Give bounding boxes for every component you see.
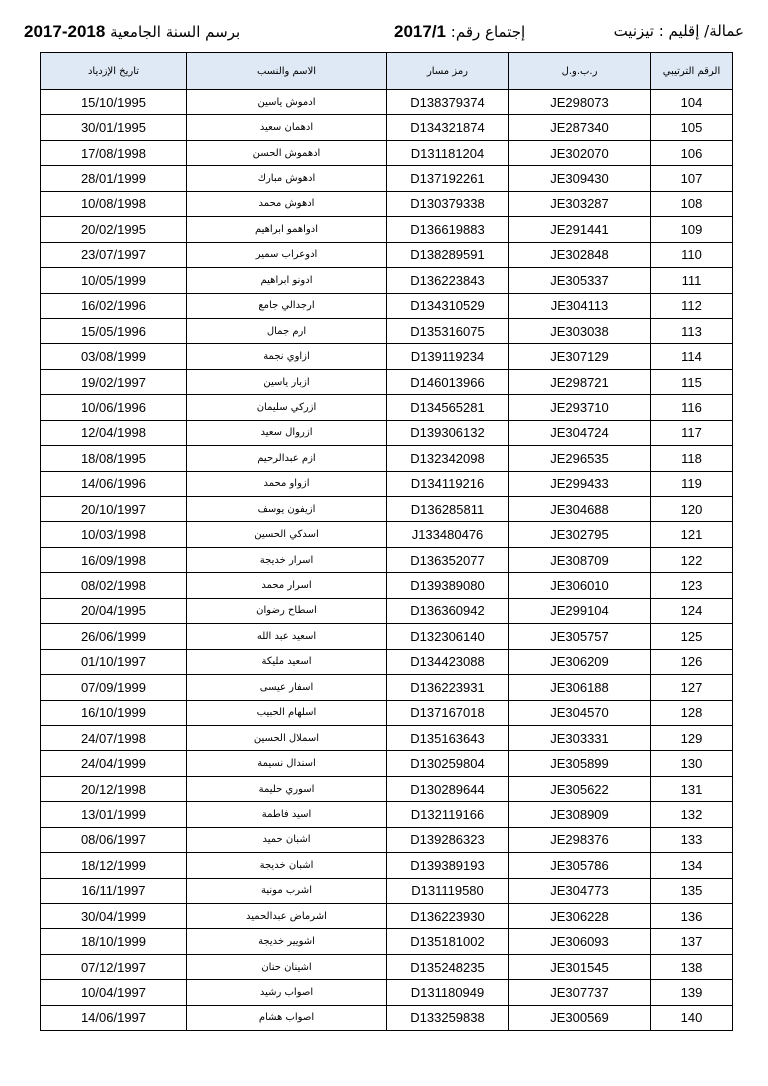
cell-cin: JE305899 [509, 751, 651, 776]
cell-name: ادموش ياسين [187, 90, 387, 115]
cell-cin: JE296535 [509, 446, 651, 471]
cell-name: اسندال نسيمة [187, 751, 387, 776]
cell-name: ازبار ياسين [187, 369, 387, 394]
cell-name: ازركي سليمان [187, 395, 387, 420]
cell-num: 121 [651, 522, 733, 547]
cell-num: 104 [651, 90, 733, 115]
table-row [41, 395, 733, 420]
table-row [41, 700, 733, 725]
cell-dob: 15/05/1996 [41, 318, 187, 343]
table-row [41, 115, 733, 140]
cell-name: اسدكي الحسين [187, 522, 387, 547]
cell-name: اشويير خديجة [187, 929, 387, 954]
table-row [41, 853, 733, 878]
cell-massar: D139389080 [387, 573, 509, 598]
cell-cin: JE287340 [509, 115, 651, 140]
cell-massar: D134321874 [387, 115, 509, 140]
cell-num: 105 [651, 115, 733, 140]
cell-num: 108 [651, 191, 733, 216]
academic-year [24, 22, 240, 42]
cell-num: 139 [651, 980, 733, 1005]
cell-cin: JE305622 [509, 776, 651, 801]
year-value: 2018-2017 [24, 22, 106, 41]
cell-cin: JE291441 [509, 217, 651, 242]
cell-num: 140 [651, 1005, 733, 1030]
cell-massar: D136619883 [387, 217, 509, 242]
cell-dob: 24/04/1999 [41, 751, 187, 776]
cell-dob: 16/11/1997 [41, 878, 187, 903]
table-row [41, 140, 733, 165]
cell-num: 135 [651, 878, 733, 903]
table-row [41, 191, 733, 216]
cell-cin: JE306188 [509, 675, 651, 700]
table-row [41, 725, 733, 750]
table-row [41, 446, 733, 471]
cell-dob: 16/10/1999 [41, 700, 187, 725]
cell-name: ادهمان سعيد [187, 115, 387, 140]
cell-cin: JE302795 [509, 522, 651, 547]
cell-num: 128 [651, 700, 733, 725]
cell-massar: D135181002 [387, 929, 509, 954]
cell-num: 125 [651, 624, 733, 649]
cell-num: 115 [651, 369, 733, 394]
table-row [41, 344, 733, 369]
cell-dob: 20/02/1995 [41, 217, 187, 242]
cell-name: ادهموش الحسن [187, 140, 387, 165]
cell-num: 123 [651, 573, 733, 598]
cell-dob: 10/04/1997 [41, 980, 187, 1005]
cell-massar: D139389193 [387, 853, 509, 878]
cell-dob: 07/09/1999 [41, 675, 187, 700]
cell-massar: D135163643 [387, 725, 509, 750]
cell-dob: 12/04/1998 [41, 420, 187, 445]
cell-name: ادهوش محمد [187, 191, 387, 216]
region-label: عمالة/ إقليم : تيزنيت [613, 22, 744, 40]
cell-cin: JE304724 [509, 420, 651, 445]
cell-num: 122 [651, 547, 733, 572]
col-name: الاسم والنسب [187, 53, 387, 90]
table-row [41, 318, 733, 343]
cell-cin: JE307129 [509, 344, 651, 369]
cell-num: 119 [651, 471, 733, 496]
table-row [41, 497, 733, 522]
cell-massar: D138379374 [387, 90, 509, 115]
cell-dob: 03/08/1999 [41, 344, 187, 369]
table-row [41, 293, 733, 318]
cell-massar: D138289591 [387, 242, 509, 267]
cell-name: اسوري حليمة [187, 776, 387, 801]
cell-massar: D131119580 [387, 878, 509, 903]
cell-name: اسملال الحسين [187, 725, 387, 750]
cell-cin: JE304688 [509, 497, 651, 522]
cell-num: 117 [651, 420, 733, 445]
cell-num: 107 [651, 166, 733, 191]
cell-name: اسرار محمد [187, 573, 387, 598]
table-row [41, 471, 733, 496]
cell-massar: D146013966 [387, 369, 509, 394]
cell-name: ازيفون يوسف [187, 497, 387, 522]
table-row [41, 827, 733, 852]
cell-dob: 10/08/1998 [41, 191, 187, 216]
cell-cin: JE308709 [509, 547, 651, 572]
table-body [41, 90, 733, 1031]
cell-name: ازواو محمد [187, 471, 387, 496]
cell-num: 133 [651, 827, 733, 852]
cell-dob: 23/07/1997 [41, 242, 187, 267]
cell-cin: JE303331 [509, 725, 651, 750]
cell-num: 116 [651, 395, 733, 420]
cell-dob: 10/03/1998 [41, 522, 187, 547]
cell-massar: D130289644 [387, 776, 509, 801]
table-header-row [41, 53, 733, 90]
cell-name: ازم عبدالرحيم [187, 446, 387, 471]
cell-name: اصواب رشيد [187, 980, 387, 1005]
cell-massar: D134119216 [387, 471, 509, 496]
cell-num: 124 [651, 598, 733, 623]
cell-cin: JE306209 [509, 649, 651, 674]
cell-num: 132 [651, 802, 733, 827]
table-row [41, 624, 733, 649]
cell-name: اشرب مونية [187, 878, 387, 903]
cell-name: اسفار عيسى [187, 675, 387, 700]
cell-dob: 16/09/1998 [41, 547, 187, 572]
cell-dob: 14/06/1997 [41, 1005, 187, 1030]
cell-cin: JE298721 [509, 369, 651, 394]
year-label: برسم السنة الجامعية [110, 23, 241, 41]
cell-cin: JE309430 [509, 166, 651, 191]
cell-massar: D132306140 [387, 624, 509, 649]
cell-cin: JE305786 [509, 853, 651, 878]
cell-name: اشرماض عبدالحميد [187, 904, 387, 929]
col-dob: تاريخ الإزدياد [41, 53, 187, 90]
cell-massar: D136223930 [387, 904, 509, 929]
cell-name: اسلهام الحبيب [187, 700, 387, 725]
cell-cin: JE303038 [509, 318, 651, 343]
cell-cin: JE305337 [509, 268, 651, 293]
cell-num: 106 [651, 140, 733, 165]
cell-name: اصواب هشام [187, 1005, 387, 1030]
cell-dob: 13/01/1999 [41, 802, 187, 827]
table-row [41, 904, 733, 929]
cell-num: 113 [651, 318, 733, 343]
cell-dob: 10/05/1999 [41, 268, 187, 293]
table-row [41, 954, 733, 979]
table-row [41, 980, 733, 1005]
table-row [41, 1005, 733, 1030]
cell-cin: JE304113 [509, 293, 651, 318]
cell-num: 126 [651, 649, 733, 674]
cell-num: 114 [651, 344, 733, 369]
cell-num: 120 [651, 497, 733, 522]
cell-name: ارم جمال [187, 318, 387, 343]
cell-name: ازاوي نجمة [187, 344, 387, 369]
cell-dob: 20/04/1995 [41, 598, 187, 623]
cell-massar: D136223843 [387, 268, 509, 293]
table-row [41, 547, 733, 572]
cell-massar: D135248235 [387, 954, 509, 979]
cell-dob: 18/10/1999 [41, 929, 187, 954]
students-table [40, 52, 733, 1031]
cell-dob: 17/08/1998 [41, 140, 187, 165]
cell-num: 127 [651, 675, 733, 700]
cell-massar: D132119166 [387, 802, 509, 827]
table-row [41, 929, 733, 954]
cell-massar: D132342098 [387, 446, 509, 471]
cell-num: 112 [651, 293, 733, 318]
meeting-number: 2017/1 [394, 22, 446, 41]
cell-cin: JE300569 [509, 1005, 651, 1030]
cell-num: 131 [651, 776, 733, 801]
cell-massar: D139306132 [387, 420, 509, 445]
cell-cin: JE307737 [509, 980, 651, 1005]
cell-num: 129 [651, 725, 733, 750]
cell-num: 111 [651, 268, 733, 293]
table-row [41, 522, 733, 547]
cell-massar: D139286323 [387, 827, 509, 852]
cell-massar: D134423088 [387, 649, 509, 674]
cell-massar: D134310529 [387, 293, 509, 318]
table-row [41, 268, 733, 293]
col-cin: ر.ب.و.ل [509, 53, 651, 90]
cell-cin: JE306228 [509, 904, 651, 929]
table-row [41, 90, 733, 115]
cell-num: 109 [651, 217, 733, 242]
cell-name: اشبان خديجة [187, 853, 387, 878]
cell-cin: JE299433 [509, 471, 651, 496]
cell-dob: 20/12/1998 [41, 776, 187, 801]
cell-name: ارجدالي جامع [187, 293, 387, 318]
cell-massar: D135316075 [387, 318, 509, 343]
table-row [41, 369, 733, 394]
cell-massar: D134565281 [387, 395, 509, 420]
cell-massar: D136352077 [387, 547, 509, 572]
cell-massar: D131180949 [387, 980, 509, 1005]
cell-massar: D136285811 [387, 497, 509, 522]
table-row [41, 675, 733, 700]
cell-massar: D136223931 [387, 675, 509, 700]
table-row [41, 420, 733, 445]
cell-name: اشبان حميد [187, 827, 387, 852]
cell-dob: 10/06/1996 [41, 395, 187, 420]
cell-dob: 26/06/1999 [41, 624, 187, 649]
page-header [24, 22, 744, 46]
table-row [41, 776, 733, 801]
cell-dob: 24/07/1998 [41, 725, 187, 750]
table-row [41, 573, 733, 598]
cell-massar: D130259804 [387, 751, 509, 776]
cell-cin: JE302070 [509, 140, 651, 165]
table-row [41, 878, 733, 903]
table-row [41, 242, 733, 267]
cell-dob: 08/06/1997 [41, 827, 187, 852]
cell-name: اسعيد مليكة [187, 649, 387, 674]
cell-num: 118 [651, 446, 733, 471]
cell-dob: 19/02/1997 [41, 369, 187, 394]
cell-massar: D139119234 [387, 344, 509, 369]
cell-cin: JE298073 [509, 90, 651, 115]
cell-name: ازروال سعيد [187, 420, 387, 445]
cell-dob: 18/08/1995 [41, 446, 187, 471]
cell-dob: 14/06/1996 [41, 471, 187, 496]
cell-dob: 07/12/1997 [41, 954, 187, 979]
cell-num: 110 [651, 242, 733, 267]
cell-name: ادوعراب سمير [187, 242, 387, 267]
cell-cin: JE304570 [509, 700, 651, 725]
cell-massar: D136360942 [387, 598, 509, 623]
cell-cin: JE306010 [509, 573, 651, 598]
cell-massar: D130379338 [387, 191, 509, 216]
cell-massar: J133480476 [387, 522, 509, 547]
cell-dob: 20/10/1997 [41, 497, 187, 522]
cell-name: ادونو ابراهيم [187, 268, 387, 293]
cell-dob: 01/10/1997 [41, 649, 187, 674]
table-row [41, 751, 733, 776]
meeting-label: إجتماع رقم: [450, 23, 526, 41]
cell-dob: 15/10/1995 [41, 90, 187, 115]
cell-massar: D133259838 [387, 1005, 509, 1030]
cell-name: ادواهمو ابراهيم [187, 217, 387, 242]
table-row [41, 649, 733, 674]
cell-name: اسطاح رضوان [187, 598, 387, 623]
cell-dob: 16/02/1996 [41, 293, 187, 318]
table-row [41, 166, 733, 191]
col-number: الرقم الترتيبي [651, 53, 733, 90]
cell-name: اسعيد عبد الله [187, 624, 387, 649]
cell-num: 134 [651, 853, 733, 878]
cell-name: اشينان حنان [187, 954, 387, 979]
cell-num: 136 [651, 904, 733, 929]
cell-dob: 18/12/1999 [41, 853, 187, 878]
cell-dob: 28/01/1999 [41, 166, 187, 191]
cell-num: 137 [651, 929, 733, 954]
table-row [41, 802, 733, 827]
cell-name: ادهوش مبارك [187, 166, 387, 191]
cell-dob: 30/04/1999 [41, 904, 187, 929]
table-row [41, 217, 733, 242]
cell-cin: JE299104 [509, 598, 651, 623]
cell-cin: JE306093 [509, 929, 651, 954]
cell-cin: JE301545 [509, 954, 651, 979]
table-row [41, 598, 733, 623]
cell-num: 130 [651, 751, 733, 776]
cell-cin: JE305757 [509, 624, 651, 649]
cell-num: 138 [651, 954, 733, 979]
cell-massar: D131181204 [387, 140, 509, 165]
cell-cin: JE298376 [509, 827, 651, 852]
cell-massar: D137192261 [387, 166, 509, 191]
col-massar: رمز مسار [387, 53, 509, 90]
cell-name: اسرار خديجة [187, 547, 387, 572]
cell-cin: JE304773 [509, 878, 651, 903]
meeting-info [394, 22, 525, 42]
cell-cin: JE303287 [509, 191, 651, 216]
cell-name: اسيد فاطمة [187, 802, 387, 827]
cell-massar: D137167018 [387, 700, 509, 725]
cell-cin: JE308909 [509, 802, 651, 827]
cell-dob: 30/01/1995 [41, 115, 187, 140]
cell-cin: JE302848 [509, 242, 651, 267]
cell-cin: JE293710 [509, 395, 651, 420]
cell-dob: 08/02/1998 [41, 573, 187, 598]
